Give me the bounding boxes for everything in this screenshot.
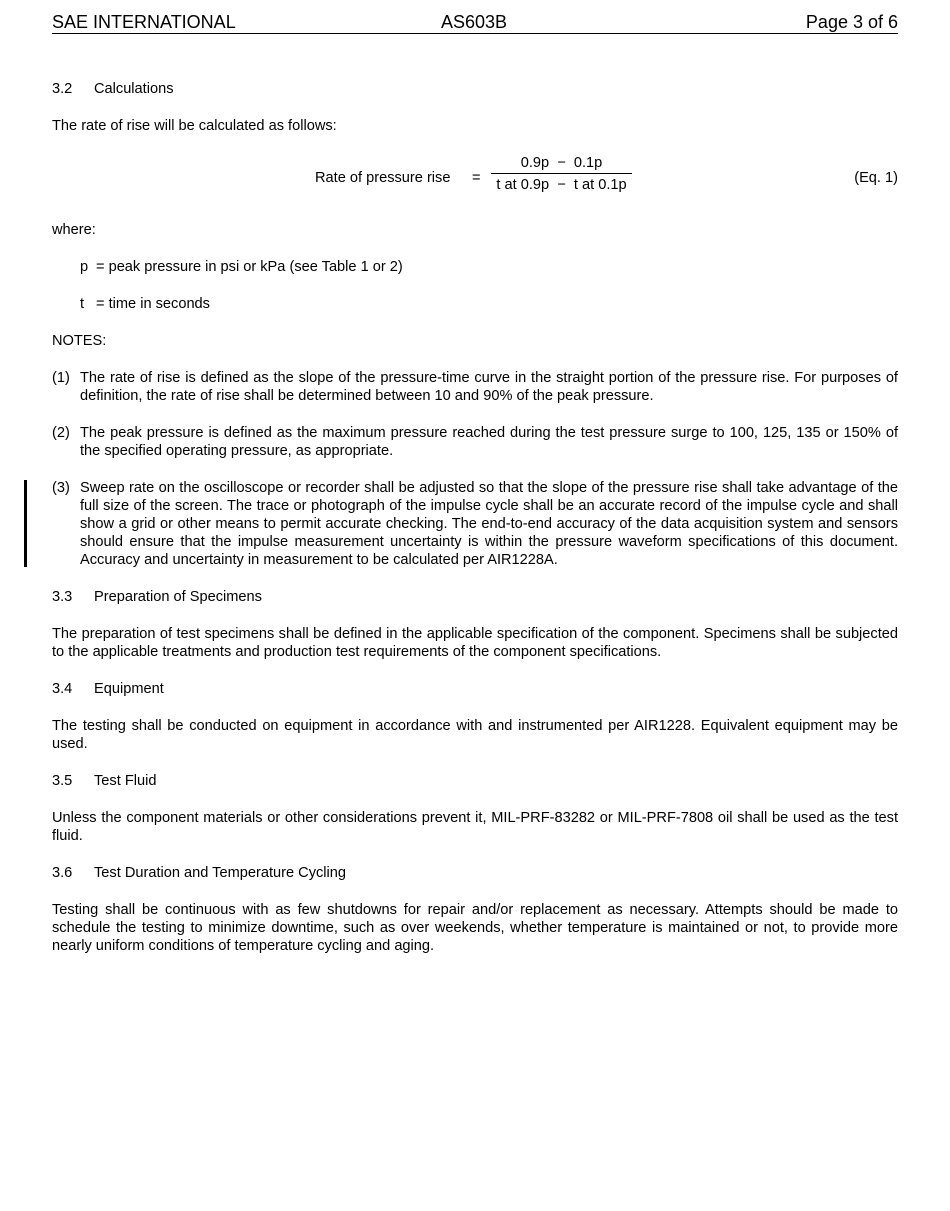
note-number: (1) [52, 370, 70, 386]
section-heading-3-2 [52, 80, 898, 98]
note-2 [52, 424, 898, 460]
definition-symbol: p [80, 259, 89, 275]
section-title: Test Fluid [94, 773, 157, 789]
calc-intro: The rate of rise will be calculated as follows: [52, 118, 337, 134]
section-title: Preparation of Specimens [94, 589, 262, 605]
section-title: Calculations [94, 81, 174, 97]
note-number: (3) [52, 480, 70, 496]
revision-change-bar [24, 480, 27, 567]
note-1 [52, 369, 898, 405]
note-number: (2) [52, 425, 70, 441]
equation-1 [52, 154, 898, 202]
paragraph-3-5: Unless the component materials or other considerations prevent it, MIL-PRF-83282 or MIL-PRF-7808 oil shall be used as the test fluid. [52, 810, 898, 844]
definition-text: = time in seconds [96, 296, 210, 312]
definition-p [80, 258, 898, 276]
where-label: where: [52, 222, 96, 238]
note-text: Sweep rate on the oscilloscope or recorder shall be adjusted so that the slope of the pressure rise shall take advantage of the full size of the screen. The trace or photograph of the impulse cycle shall be an accurate record of the impulse cycle and shall show a grid or other means to permit accurate checking. The end-to-end accuracy of the data acquisition system and sensors should ensure that the impulse measurement uncertainty is within the pressure waveform specifications of this document. Accuracy and uncertainty in measurement to be calculated per AIR1228A. [80, 480, 898, 568]
paragraph-3-3: The preparation of test specimens shall be defined in the applicable specification of the component. Specimens shall be subjected to the applicable treatments and production test requirements of the component specifications. [52, 626, 898, 660]
section-title: Test Duration and Temperature Cycling [94, 865, 347, 881]
page-header [52, 12, 898, 34]
section-heading-3-4 [52, 680, 898, 698]
section-number: 3.2 [52, 81, 73, 97]
section-heading-3-6 [52, 864, 898, 882]
section-heading-3-5 [52, 772, 898, 790]
note-text: The rate of rise is defined as the slope of the pressure-time curve in the straight portion of the pressure rise. For purposes of definition, the rate of rise shall be determined between 10 and 90% of the peak pressure. [80, 370, 898, 404]
header-org: SAE INTERNATIONAL [52, 12, 236, 32]
section-number: 3.5 [52, 773, 73, 789]
definition-t [80, 295, 898, 313]
header-page-number: Page 3 of 6 [805, 12, 898, 32]
note-3 [52, 479, 898, 569]
section-number: 3.6 [52, 865, 73, 881]
equation-equals: = [472, 170, 481, 186]
notes-label: NOTES: [52, 333, 107, 349]
section-number: 3.3 [52, 589, 73, 605]
section-heading-3-3 [52, 588, 898, 606]
equation-denominator: t at 0.9p − t at 0.1p [496, 177, 627, 193]
equation-fraction [491, 154, 632, 194]
paragraph-3-4: The testing shall be conducted on equipment in accordance with and instrumented per AIR1228. Equivalent equipment may be used. [52, 718, 898, 752]
equation-label: Rate of pressure rise [315, 170, 451, 186]
section-title: Equipment [94, 681, 164, 697]
definition-text: = peak pressure in psi or kPa (see Table 1 or 2) [96, 259, 403, 275]
note-text: The peak pressure is defined as the maximum pressure reached during the test pressure surge to 100, 125, 135 or 150% of the specified operating pressure, as appropriate. [80, 425, 898, 459]
section-number: 3.4 [52, 681, 73, 697]
equation-number: (Eq. 1) [854, 170, 898, 186]
definition-symbol: t [80, 296, 85, 312]
document-body [52, 80, 898, 974]
paragraph-3-6: Testing shall be continuous with as few shutdowns for repair and/or replacement as necessary. Attempts should be made to schedule the testing to minimize downtime, such as over weekends, whether temperature is maintained or not, to provide more nearly uniform conditions of temperature cycling and aging. [52, 902, 898, 954]
equation-numerator: 0.9p − 0.1p [491, 154, 632, 174]
header-doc-id: AS603B [441, 12, 508, 32]
